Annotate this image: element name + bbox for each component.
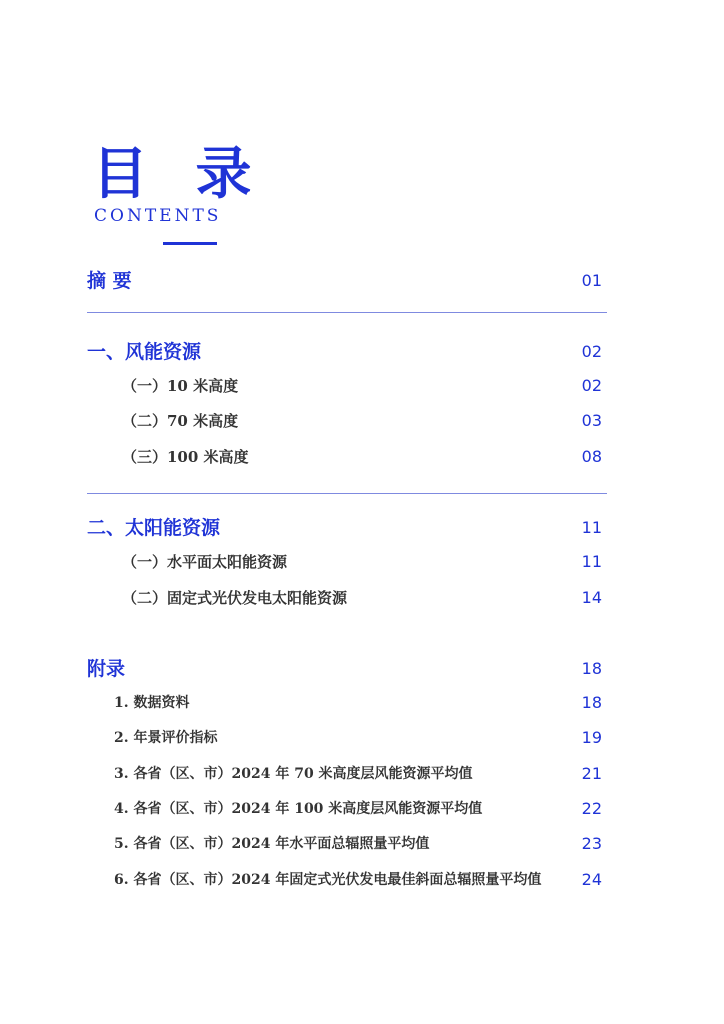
toc-page: 23 <box>581 834 602 853</box>
toc-appendix[interactable] <box>0 654 724 684</box>
toc-page: 18 <box>581 659 602 678</box>
toc-label: （一）10 米高度 <box>122 377 239 395</box>
toc-wind-item-2[interactable] <box>0 406 724 436</box>
toc-page: 19 <box>581 728 602 747</box>
toc-page: 11 <box>581 518 602 537</box>
toc-label: 附录 <box>87 658 126 680</box>
toc-page: 02 <box>581 342 602 361</box>
toc-wind[interactable] <box>0 337 724 367</box>
toc-label: （二）固定式光伏发电太阳能资源 <box>122 589 348 607</box>
toc-label: 二、太阳能资源 <box>87 517 221 539</box>
toc-wind-item-3[interactable] <box>0 442 724 472</box>
toc-page: 22 <box>581 799 602 818</box>
toc-label: 5. 各省（区、市）2024 年水平面总辐照量平均值 <box>114 836 430 852</box>
toc-page: 24 <box>581 870 602 889</box>
toc-page: 03 <box>581 411 602 430</box>
toc-page: 08 <box>581 447 602 466</box>
toc-appendix-item-5[interactable] <box>0 829 724 859</box>
toc-label: 4. 各省（区、市）2024 年 100 米高度层风能资源平均值 <box>114 801 483 817</box>
divider <box>87 312 607 313</box>
page-subtitle: CONTENTS <box>94 206 222 226</box>
toc-page: 21 <box>581 764 602 783</box>
toc-label: 6. 各省（区、市）2024 年固定式光伏发电最佳斜面总辐照量平均值 <box>114 872 542 888</box>
toc-solar-item-1[interactable] <box>0 547 724 577</box>
toc-label: 2. 年景评价指标 <box>114 730 218 746</box>
toc-page: 14 <box>581 588 602 607</box>
toc-label: 一、风能资源 <box>87 341 202 363</box>
toc-label: （一）水平面太阳能资源 <box>122 553 288 571</box>
toc-page: 18 <box>581 693 602 712</box>
toc-label: （三）100 米高度 <box>122 448 249 466</box>
toc-label: 摘 要 <box>87 270 132 292</box>
toc-page: 01 <box>581 271 602 290</box>
toc-wind-item-1[interactable] <box>0 371 724 401</box>
toc-label: （二）70 米高度 <box>122 412 239 430</box>
toc-appendix-item-4[interactable] <box>0 794 724 824</box>
toc-page: 11 <box>581 552 602 571</box>
toc-appendix-item-2[interactable] <box>0 723 724 753</box>
title-underline <box>163 242 217 245</box>
toc-appendix-item-1[interactable] <box>0 688 724 718</box>
toc-solar-item-2[interactable] <box>0 583 724 613</box>
toc-summary[interactable] <box>0 266 724 296</box>
toc-label: 1. 数据资料 <box>114 695 190 711</box>
toc-page: 02 <box>581 376 602 395</box>
toc-solar[interactable] <box>0 513 724 543</box>
divider <box>87 493 607 494</box>
toc-appendix-item-6[interactable] <box>0 865 724 895</box>
toc-label: 3. 各省（区、市）2024 年 70 米高度层风能资源平均值 <box>114 766 473 782</box>
page-title: 目 录 <box>92 141 266 207</box>
toc-appendix-item-3[interactable] <box>0 759 724 789</box>
